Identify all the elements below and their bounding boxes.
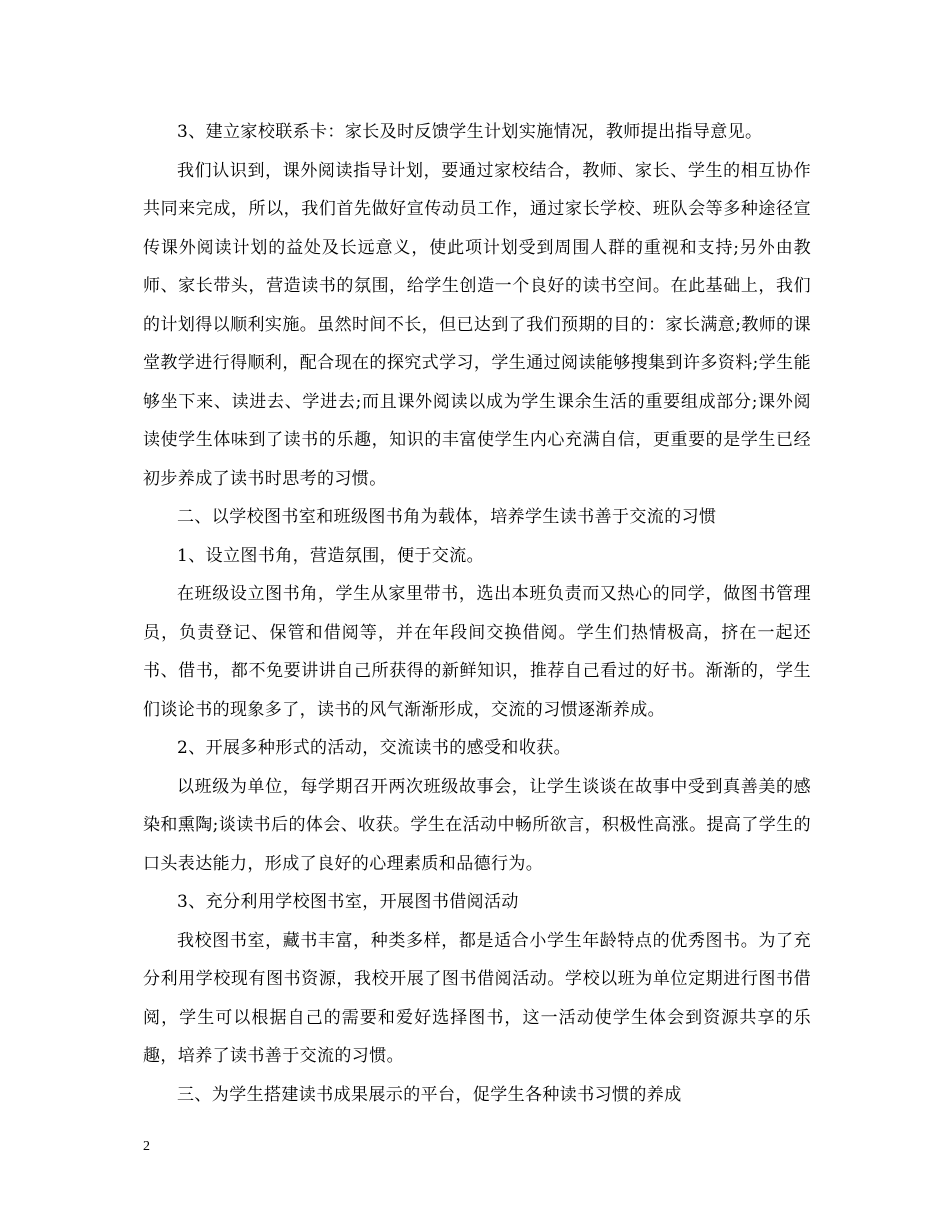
subheading-3-school-library: 3、充分利用学校图书室，开展图书借阅活动 — [177, 892, 519, 912]
subheading-1-book-corner: 1、设立图书角，营造氛围，便于交流。 — [177, 545, 485, 566]
document-body — [143, 113, 811, 1114]
paragraph-item-3-home-school-card: 3、建立家校联系卡：家长及时反馈学生计划实施情况，教师提出指导意见。 — [177, 122, 763, 142]
section-heading-2: 二、以学校图书室和班级图书角为载体，培养学生读书善于交流的习惯 — [177, 507, 717, 527]
paragraph-book-corner: 在班级设立图书角，学生从家里带书，选出本班负责而又热心的同学，做图书管理员，负责登记、保管和借阅等，并在年段间交换借阅。学生们热情极高，挤在一起还书、借书，都不免要讲讲自己所获得的新鲜知识，推荐自己看过的好书。渐渐的，学生们谈论书的现象多了，读书的风气渐渐形成，交流的习惯逐渐养成。 — [143, 584, 811, 720]
paragraph-story-meetings: 以班级为单位，每学期召开两次班级故事会，让学生谈谈在故事中受到真善美的感染和熏陶;谈读书后的体会、收获。学生在活动中畅所欲言，积极性高涨。提高了学生的口头表达能力，形成了良好的心理素质和品德行为。 — [143, 776, 811, 874]
subheading-2-activities: 2、开展多种形式的活动，交流读书的感受和收获。 — [177, 738, 572, 758]
paragraph-school-library: 我校图书室，藏书丰富，种类多样，都是适合小学生年龄特点的优秀图书。为了充分利用学校现有图书资源，我校开展了图书借阅活动。学校以班为单位定期进行图书借阅，学生可以根据自己的需要和爱好选择图书，这一活动使学生体会到资源共享的乐趣，培养了读书善于交流的习惯。 — [143, 930, 811, 1066]
page-number: 2 — [143, 1139, 150, 1154]
paragraph-home-school-cooperation: 我们认识到，课外阅读指导计划，要通过家校结合，教师、家长、学生的相互协作共同来完成，所以，我们首先做好宣传动员工作，通过家长学校、班队会等多种途径宣传课外阅读计划的益处及长远意义，使此项计划受到周围人群的重视和支持;另外由教师、家长带头，营造读书的氛围，给学生创造一个良好的读书空间。在此基础上，我们的计划得以顺利实施。虽然时间不长，但已达到了我们预期的目的：家长满意;教师的课堂教学进行得顺利，配合现在的探究式学习，学生通过阅读能够搜集到许多资料;学生能够坐下来、读进去、学进去;而且课外阅读以成为学生课余生活的重要组成部分;课外阅读使学生体味到了读书的乐趣，知识的丰富使学生内心充满自信，更重要的是学生已经初步养成了读书时思考的习惯。 — [143, 160, 811, 489]
section-heading-3: 三、为学生搭建读书成果展示的平台，促学生各种读书习惯的养成 — [177, 1084, 682, 1105]
